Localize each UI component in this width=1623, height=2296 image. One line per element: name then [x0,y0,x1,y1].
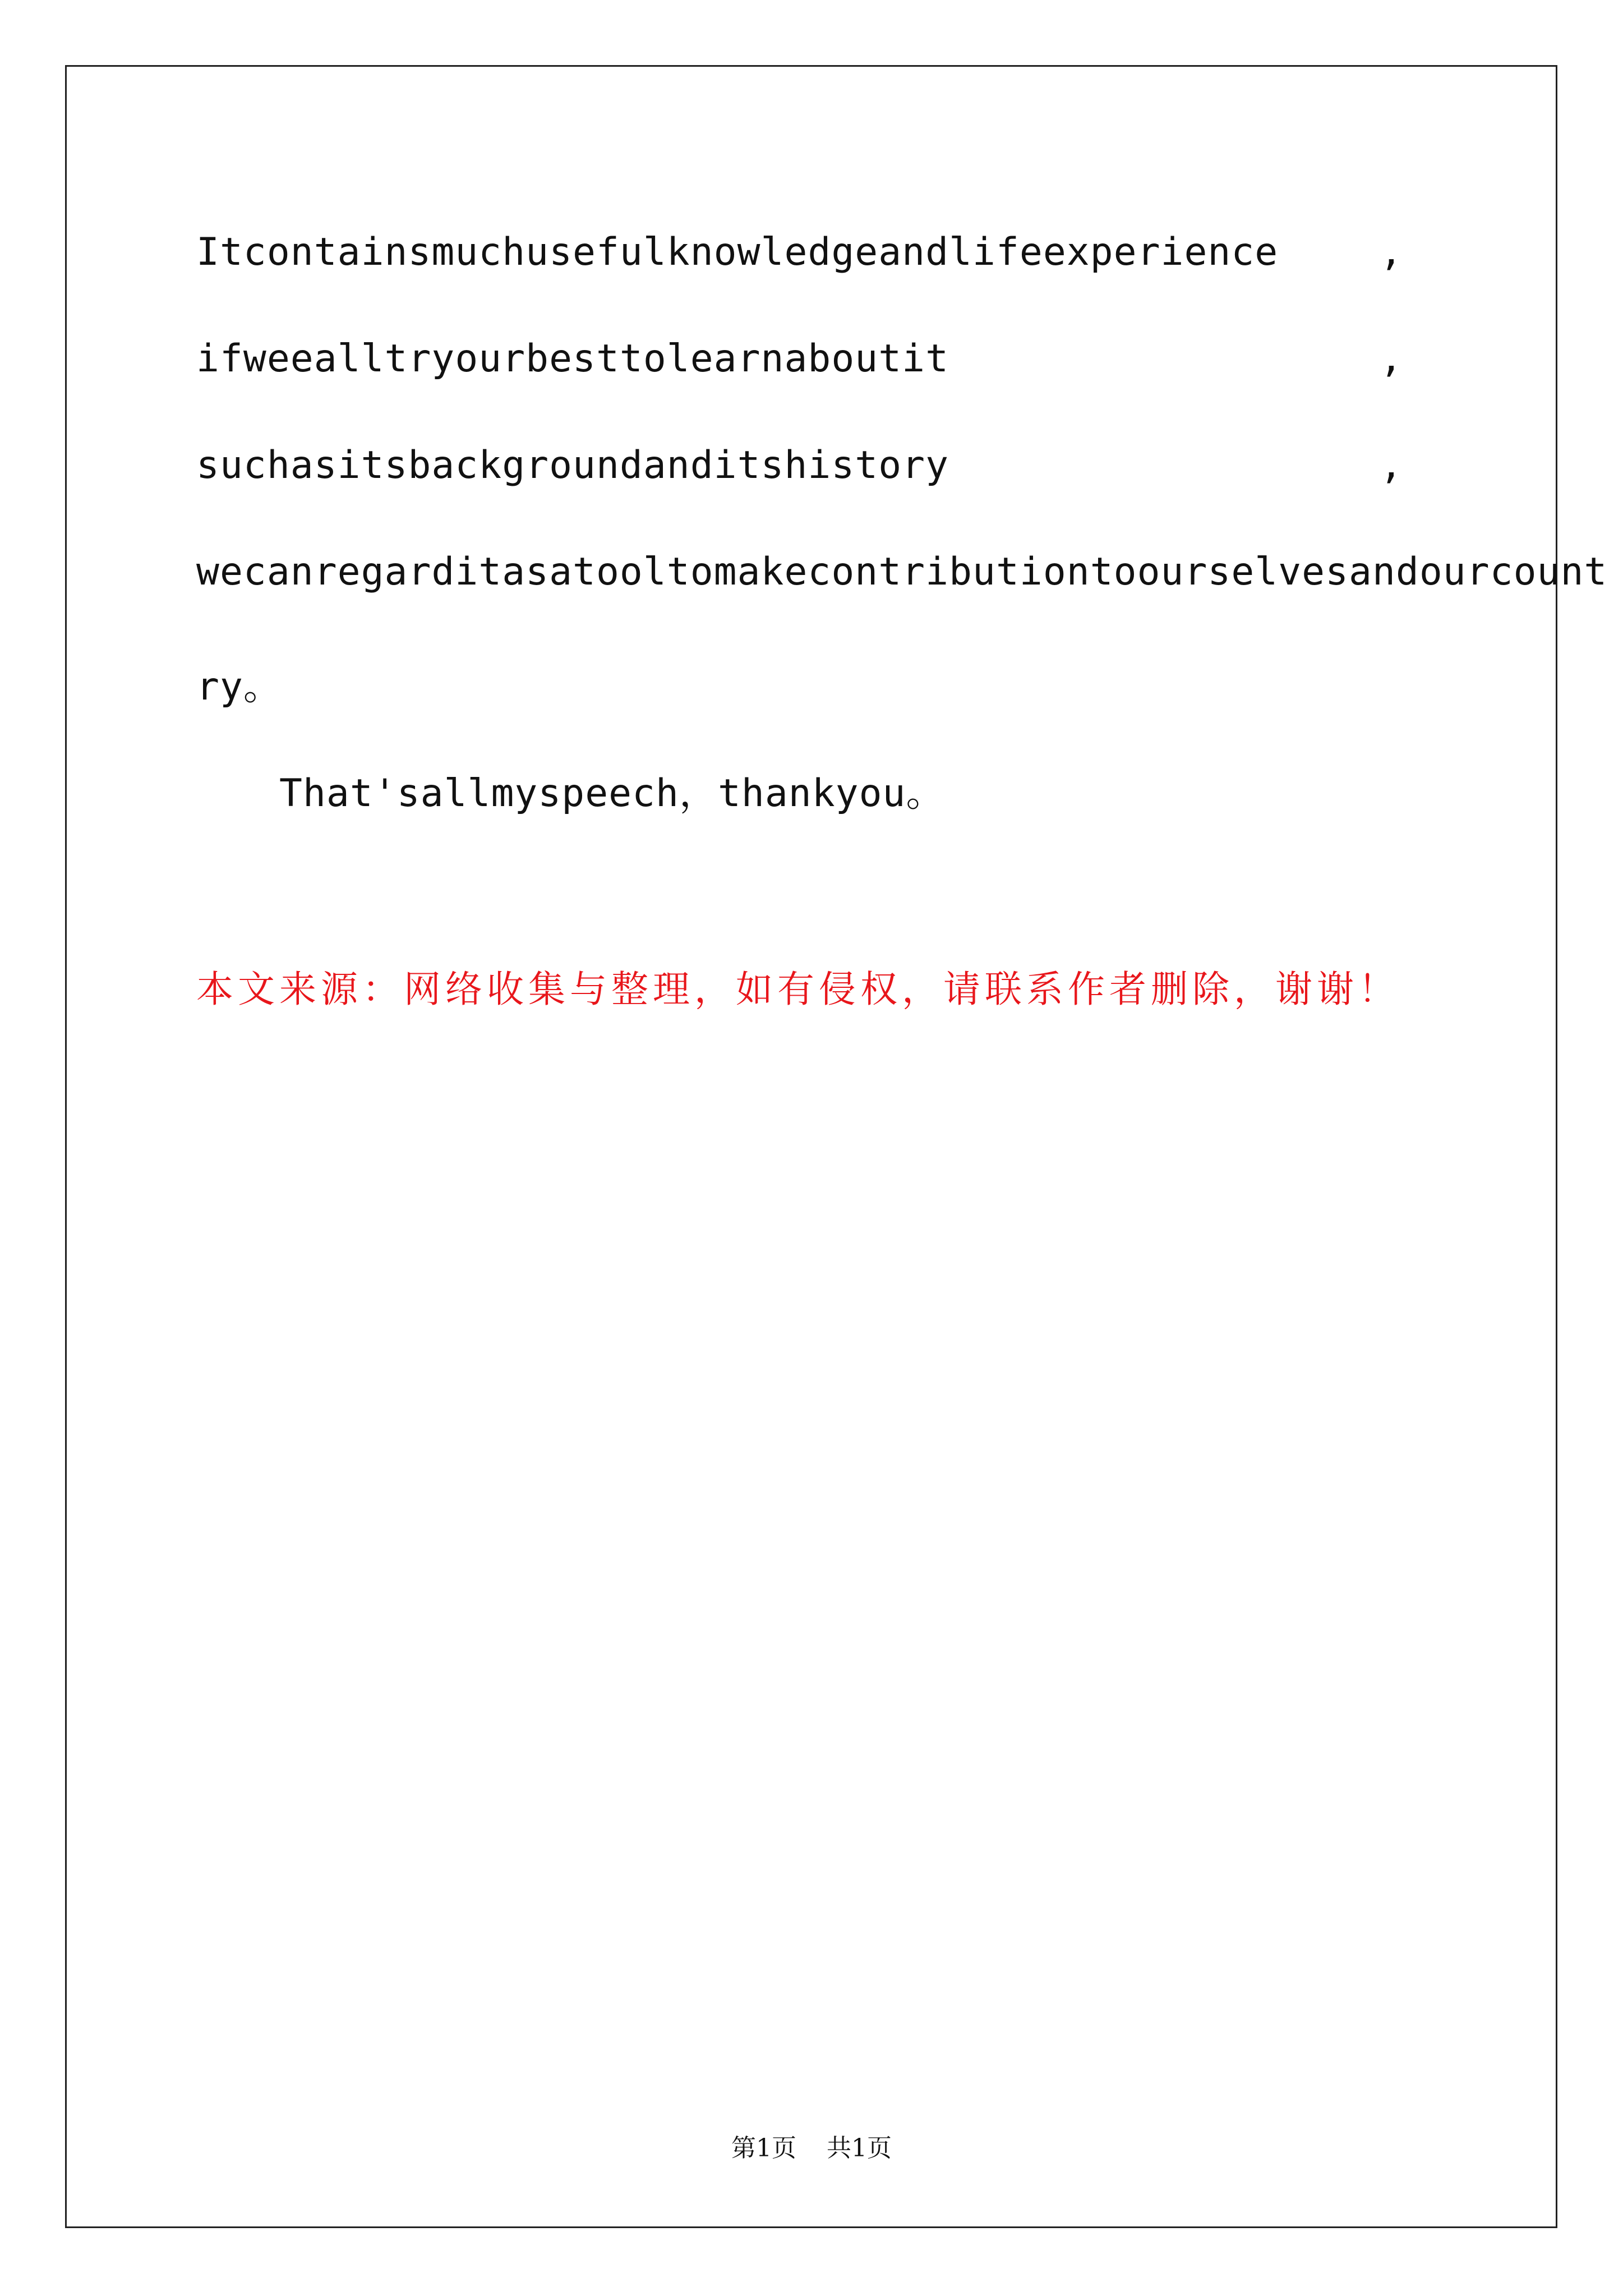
body-line-5: ry。 [196,665,282,709]
page-number: 第1页 [731,2134,796,2162]
body-line-1: Itcontainsmuchusefulknowledgeandlifeexperience [196,230,1279,274]
closing-line: That'sallmyspeech，thankyou。 [279,771,945,816]
body-line-2-comma: , [1380,337,1403,381]
body-line-2: ifweealltryourbesttolearnaboutit [196,337,949,381]
page-total: 共1页 [827,2134,892,2162]
body-line-4: wecanregarditasatooltomakecontributiontoourselvesandourcount [196,550,1608,594]
page-footer [0,2128,1623,2164]
source-disclaimer: 本文来源：网络收集与整理，如有侵权，请联系作者删除，谢谢！ [196,968,1400,1011]
body-line-3: suchasitsbackgroundanditshistory [196,443,949,487]
body-line-3-comma: , [1380,443,1403,487]
page-border [65,65,1557,2228]
body-line-1-comma: , [1380,230,1403,274]
